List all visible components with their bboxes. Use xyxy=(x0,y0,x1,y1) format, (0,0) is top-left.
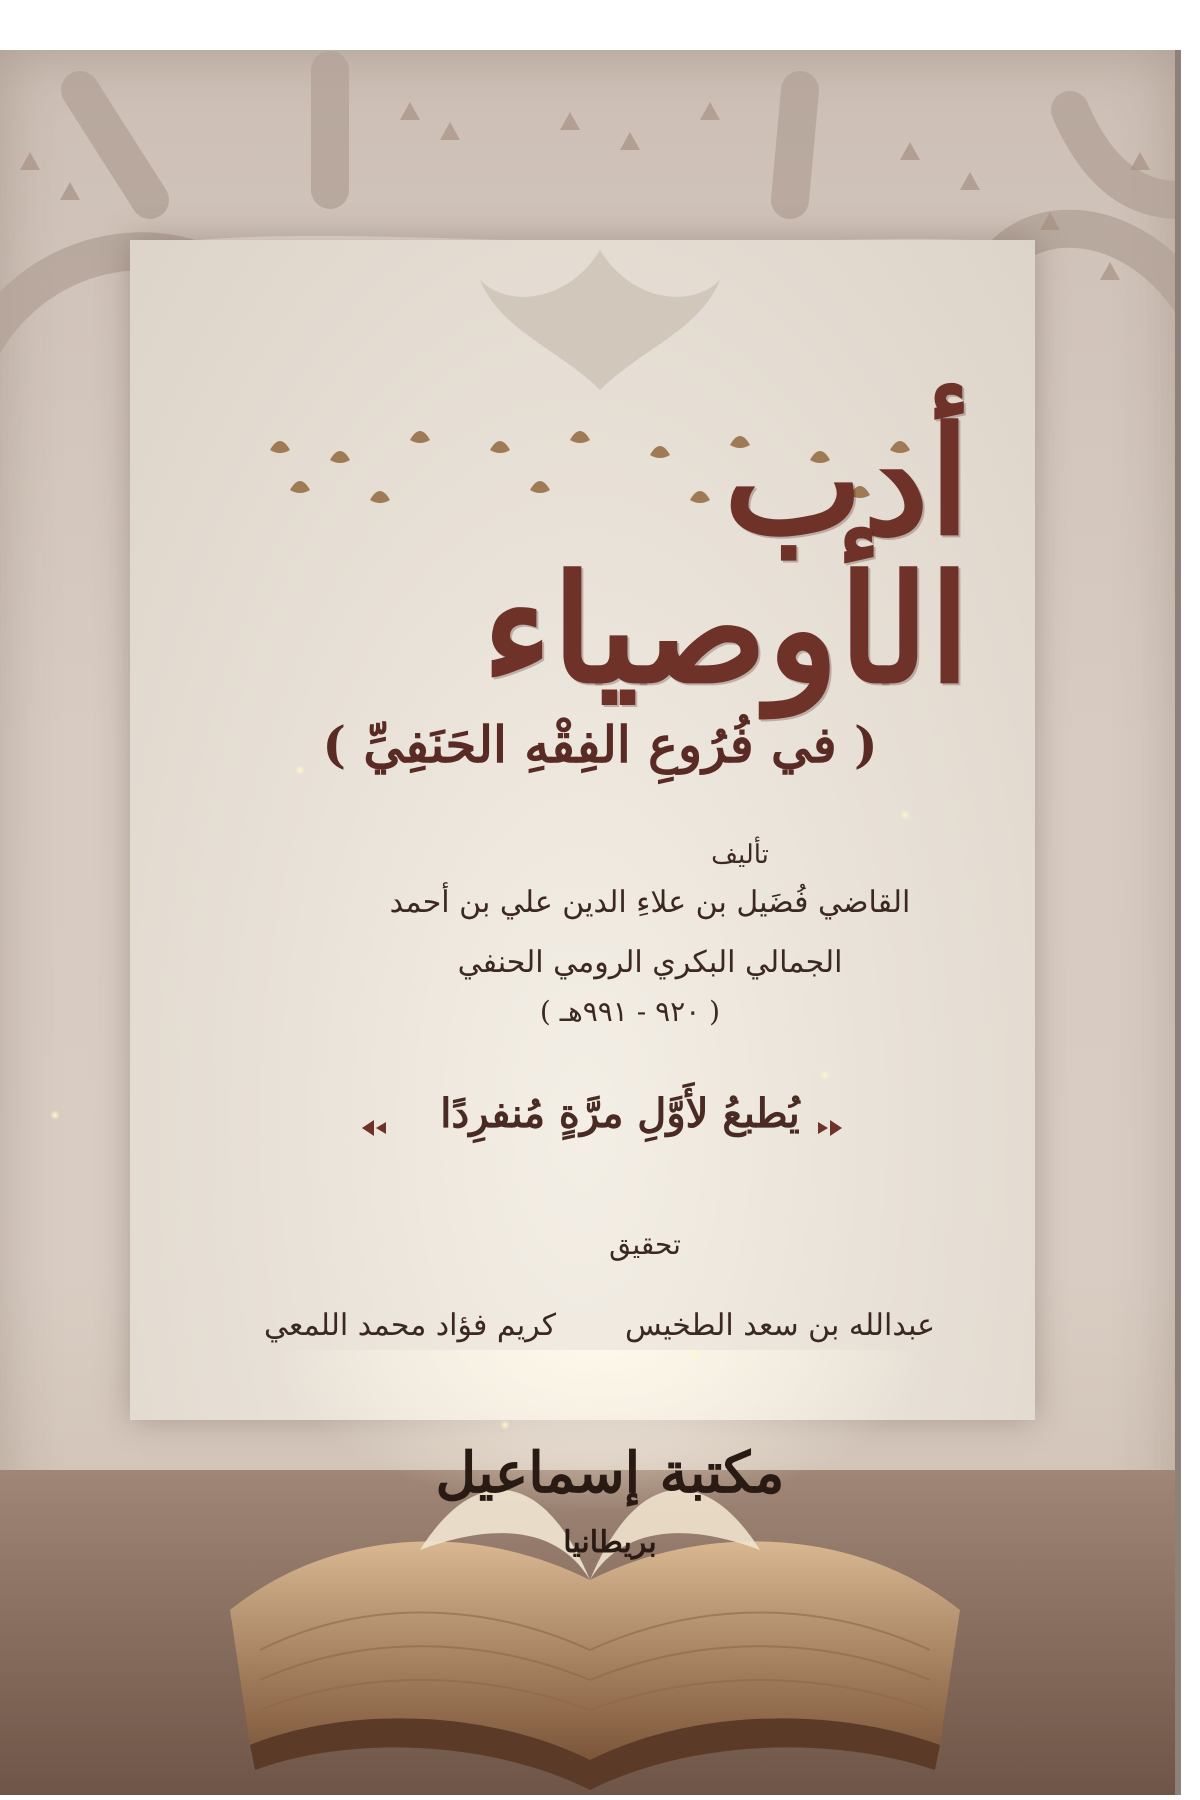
book-cover xyxy=(0,50,1181,1795)
publisher-name: مكتبة إسماعيل xyxy=(435,1440,785,1506)
sparkle xyxy=(295,765,305,775)
open-book-illustration xyxy=(0,1350,1175,1795)
right-arrow-ornament-icon xyxy=(808,1118,844,1138)
left-arrow-ornament-icon xyxy=(360,1118,396,1138)
book-subtitle: ( في فُرُوعِ الفِقْهِ الحَنَفِيِّ ) xyxy=(322,715,878,774)
leaf-ornament-icon xyxy=(390,240,810,400)
editor-name-2: كريم فؤاد محمد اللمعي xyxy=(263,1308,557,1343)
editing-label: تحقيق xyxy=(609,1228,681,1261)
sparkle xyxy=(50,1110,60,1120)
author-name-line-2: الجمالي البكري الرومي الحنفي xyxy=(457,945,843,980)
editor-name-1: عبدالله بن سعد الطخيس xyxy=(624,1308,936,1343)
sparkle xyxy=(500,1420,510,1430)
sparkle xyxy=(820,1070,830,1080)
edition-note: يُطبعُ لأَوَّلِ مرَّةٍ مُنفرِدًا xyxy=(440,1090,800,1137)
sparkle xyxy=(900,810,910,820)
publisher-country: بريطانيا xyxy=(563,1525,657,1560)
author-name-line-1: القاضي فُضَيل بن علاءِ الدين علي بن أحمد xyxy=(389,885,911,920)
book-title: أدب الأوصياء xyxy=(482,394,970,716)
author-dates: ( ٩٢٠ - ٩٩١هـ ) xyxy=(539,995,721,1028)
authorship-label: تأليف xyxy=(711,840,769,870)
sparkle xyxy=(690,1350,700,1360)
